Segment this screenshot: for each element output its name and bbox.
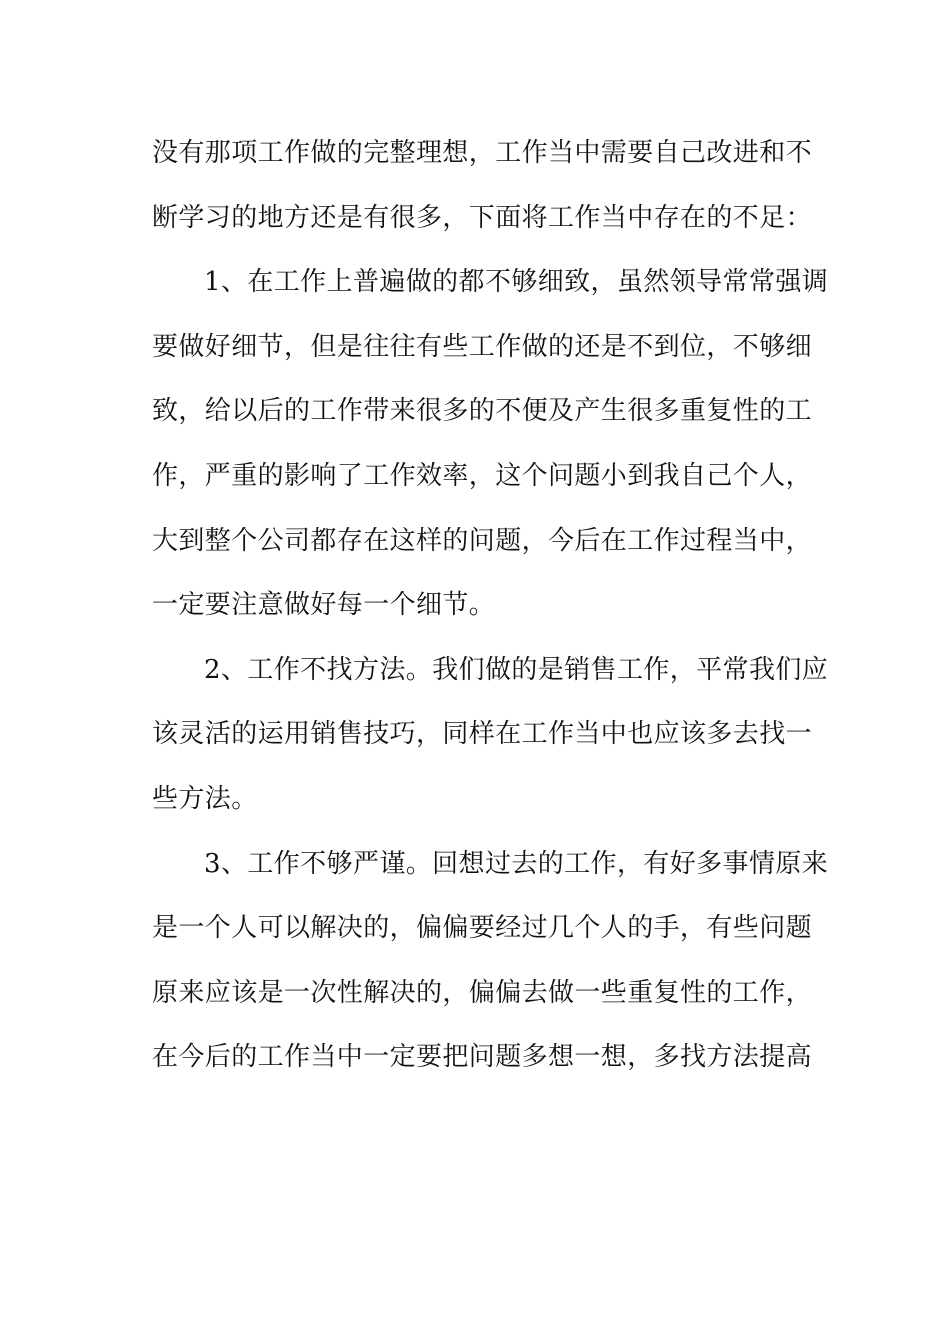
text-line: 该灵活的运用销售技巧，同样在工作当中也应该多去找一 — [152, 719, 813, 750]
text-line: 没有那项工作做的完整理想，工作当中需要自己改进和不 — [152, 138, 813, 168]
paragraph-1-start: 1、在工作上普遍做的都不够细致，虽然领导常常强调 — [204, 267, 829, 298]
text-line: 是一个人可以解决的，偏偏要经过几个人的手，有些问题 — [152, 913, 813, 944]
text-line: 大到整个公司都存在这样的问题，今后在工作过程当中， — [152, 525, 813, 556]
paragraph-3-start: 3、工作不够严谨。回想过去的工作，有好多事情原来 — [204, 848, 829, 879]
body-text — [152, 128, 829, 1097]
text-line: 要做好细节，但是往往有些工作做的还是不到位，不够细 — [152, 331, 813, 362]
text-line: 在今后的工作当中一定要把问题多想一想，多找方法提高 — [152, 1042, 813, 1073]
text-line: 原来应该是一次性解决的，偏偏去做一些重复性的工作， — [152, 977, 813, 1008]
text-line: 一定要注意做好每一个细节。 — [152, 590, 496, 621]
paragraph-2-start: 2、工作不找方法。我们做的是销售工作，平常我们应 — [204, 654, 829, 685]
text-line: 致，给以后的工作带来很多的不便及产生很多重复性的工 — [152, 396, 813, 427]
text-line: 断学习的地方还是有很多，下面将工作当中存在的不足： — [152, 202, 813, 233]
text-line: 作，严重的影响了工作效率，这个问题小到我自己个人， — [152, 460, 813, 491]
text-line: 些方法。 — [152, 783, 258, 814]
